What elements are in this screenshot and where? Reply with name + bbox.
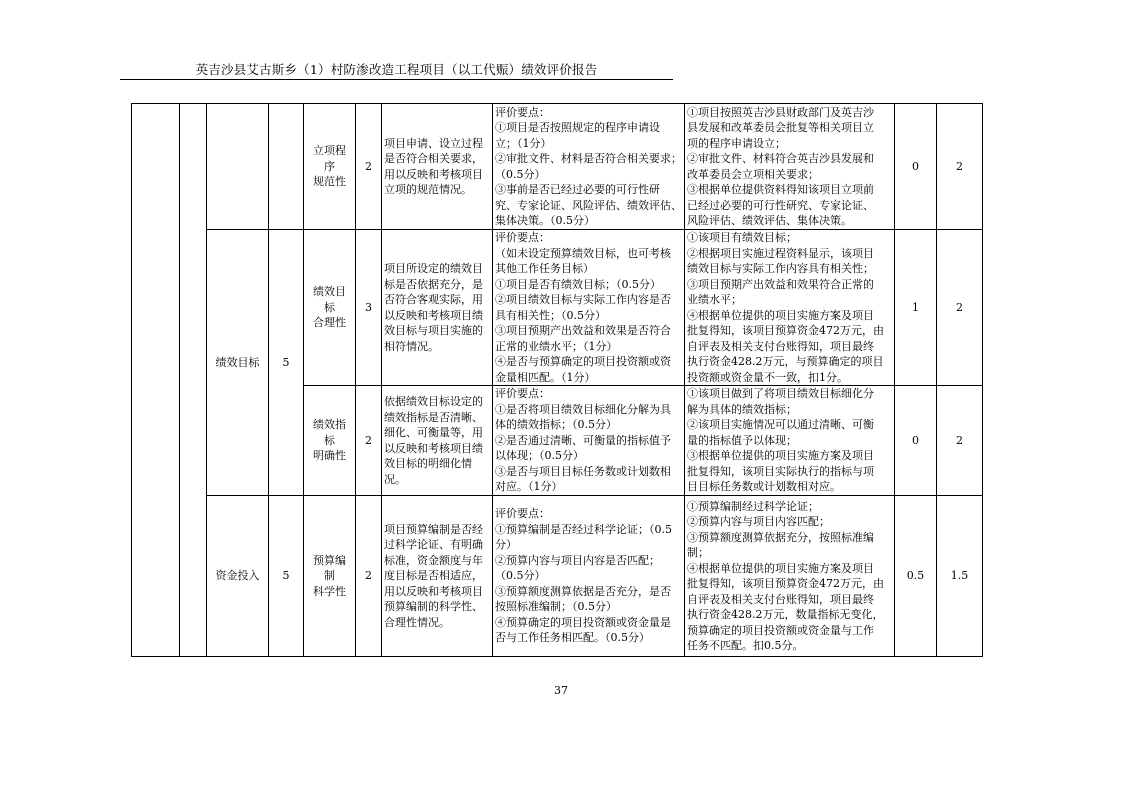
indicator-level2-weight-cell: [269, 104, 304, 230]
score-value: 2: [937, 104, 983, 230]
indicator-level3-weight: 2: [356, 104, 382, 230]
table-row: [132, 230, 983, 386]
evaluation-findings: ①项目按照英吉沙县财政部门及英吉沙 县发展和改革委员会批复等相关项目立 项的程序申请设立； ②审批文件、材料符合英吉沙县发展和 改革委员会立项相关要求； ③根据单位提供资料得知该项目立项前 已经过必要的可行性研究、专家论证、 风险评估、绩效评估、集体决策。: [685, 104, 895, 230]
page-number: 37: [554, 684, 568, 697]
indicator-level3-weight: 2: [356, 386, 382, 496]
evaluation-criteria: 评价要点： ①项目是否按照规定的程序申请设 立；（1分） ②审批文件、材料是否符合相关要求； （0.5分） ③事前是否已经过必要的可行性研 究、专家论证、风险评估、绩效评估、 集体决策。（0.5分）: [493, 104, 685, 230]
indicator-level1-weight-cell: [180, 104, 207, 657]
page-header-title: 英吉沙县艾古斯乡（1）村防渗改造工程项目（以工代赈）绩效评价报告: [195, 62, 598, 77]
indicator-level2-label: 绩效目标: [207, 230, 269, 496]
header-rule: [120, 79, 673, 80]
indicator-level1-cell: [132, 104, 180, 657]
score-value: 1.5: [937, 496, 983, 657]
evaluation-criteria: 评价要点： （如未设定预算绩效目标，也可考核 其他工作任务目标） ①项目是否有绩效目标；（0.5分） ②项目绩效目标与实际工作内容是否 具有相关性；（0.5分） ③项目预期产出效益和效果是否符合 正常的业绩水平；（1分） ④是否与预算确定的项目投资额或资 金量相匹配。（1分）: [493, 230, 685, 386]
deduction-value: 0.5: [895, 496, 937, 657]
deduction-value: 0: [895, 386, 937, 496]
evaluation-table: [131, 103, 983, 657]
evaluation-criteria: 评价要点： ①是否将项目绩效目标细化分解为具 体的绩效指标；（0.5分） ②是否通过清晰、可衡量的指标值予 以体现；（0.5分） ③是否与项目目标任务数或计划数相 对应。（1分）: [493, 386, 685, 496]
indicator-explanation: 项目所设定的绩效目 标是否依据充分，是 否符合客观实际，用 以反映和考核项目绩 效目标与项目实施的 相符情况。: [382, 230, 493, 386]
indicator-explanation: 项目预算编制是否经 过科学论证、有明确 标准，资金额度与年 度目标是否相适应， 用以反映和考核项目 预算编制的科学性、 合理性情况。: [382, 496, 493, 657]
score-value: 2: [937, 230, 983, 386]
indicator-level2-weight: 5: [269, 496, 304, 657]
indicator-level3-cell: 预算编 制 科学性: [304, 496, 356, 657]
indicator-level3-weight: 3: [356, 230, 382, 386]
deduction-value: 0: [895, 104, 937, 230]
indicator-explanation: 依据绩效目标设定的 绩效指标是否清晰、 细化、可衡量等，用 以反映和考核项目绩 效目标的明细化情 况。: [382, 386, 493, 496]
indicator-level2-cell: [207, 104, 269, 230]
indicator-level2-weight: 5: [269, 230, 304, 496]
indicator-level3-cell: 立项程 序 规范性: [304, 104, 356, 230]
indicator-level3-weight: 2: [356, 496, 382, 657]
evaluation-findings: ①该项目做到了将项目绩效目标细化分 解为具体的绩效指标； ②该项目实施情况可以通过清晰、可衡 量的指标值予以体现； ③根据单位提供的项目实施方案及项目 批复得知，该项目实际执行的指标与项 目目标任务数或计划数相对应。: [685, 386, 895, 496]
deduction-value: 1: [895, 230, 937, 386]
score-value: 2: [937, 386, 983, 496]
indicator-level3-cell: 绩效目 标 合理性: [304, 230, 356, 386]
indicator-explanation: 项目申请、设立过程 是否符合相关要求， 用以反映和考核项目 立项的规范情况。: [382, 104, 493, 230]
indicator-level2-label: 资金投入: [207, 496, 269, 657]
evaluation-findings: ①该项目有绩效目标； ②根据项目实施过程资料显示，该项目 绩效目标与实际工作内容具有相关性； ③项目预期产出效益和效果符合正常的 业绩水平； ④根据单位提供的项目实施方案及项目 批复得知，该项目预算资金472万元，由 自评表及相关支付台账得知，项目最终 执行资金428.2万元，与预算确定的项目 投资额或资金量不一致，扣1分。: [685, 230, 895, 386]
evaluation-criteria: 评价要点： ①预算编制是否经过科学论证；（0.5 分） ②预算内容与项目内容是否匹配； （0.5分） ③预算额度测算依据是否充分，是否 按照标准编制；（0.5分） ④预算确定的项目投资额或资金量是 否与工作任务相匹配。（0.5分）: [493, 496, 685, 657]
table-row: [132, 104, 983, 230]
table-row: [132, 496, 983, 657]
indicator-level3-cell: 绩效指 标 明确性: [304, 386, 356, 496]
evaluation-findings: ①预算编制经过科学论证； ②预算内容与项目内容匹配； ③预算额度测算依据充分，按照标准编 制； ④根据单位提供的项目实施方案及项目 批复得知，该项目预算资金472万元，由 自评表及相关支付台账得知，项目最终 执行资金428.2万元，数量指标无变化， 预算确定的项目投资额或资金量与工作 任务不匹配。扣0.5分。: [685, 496, 895, 657]
